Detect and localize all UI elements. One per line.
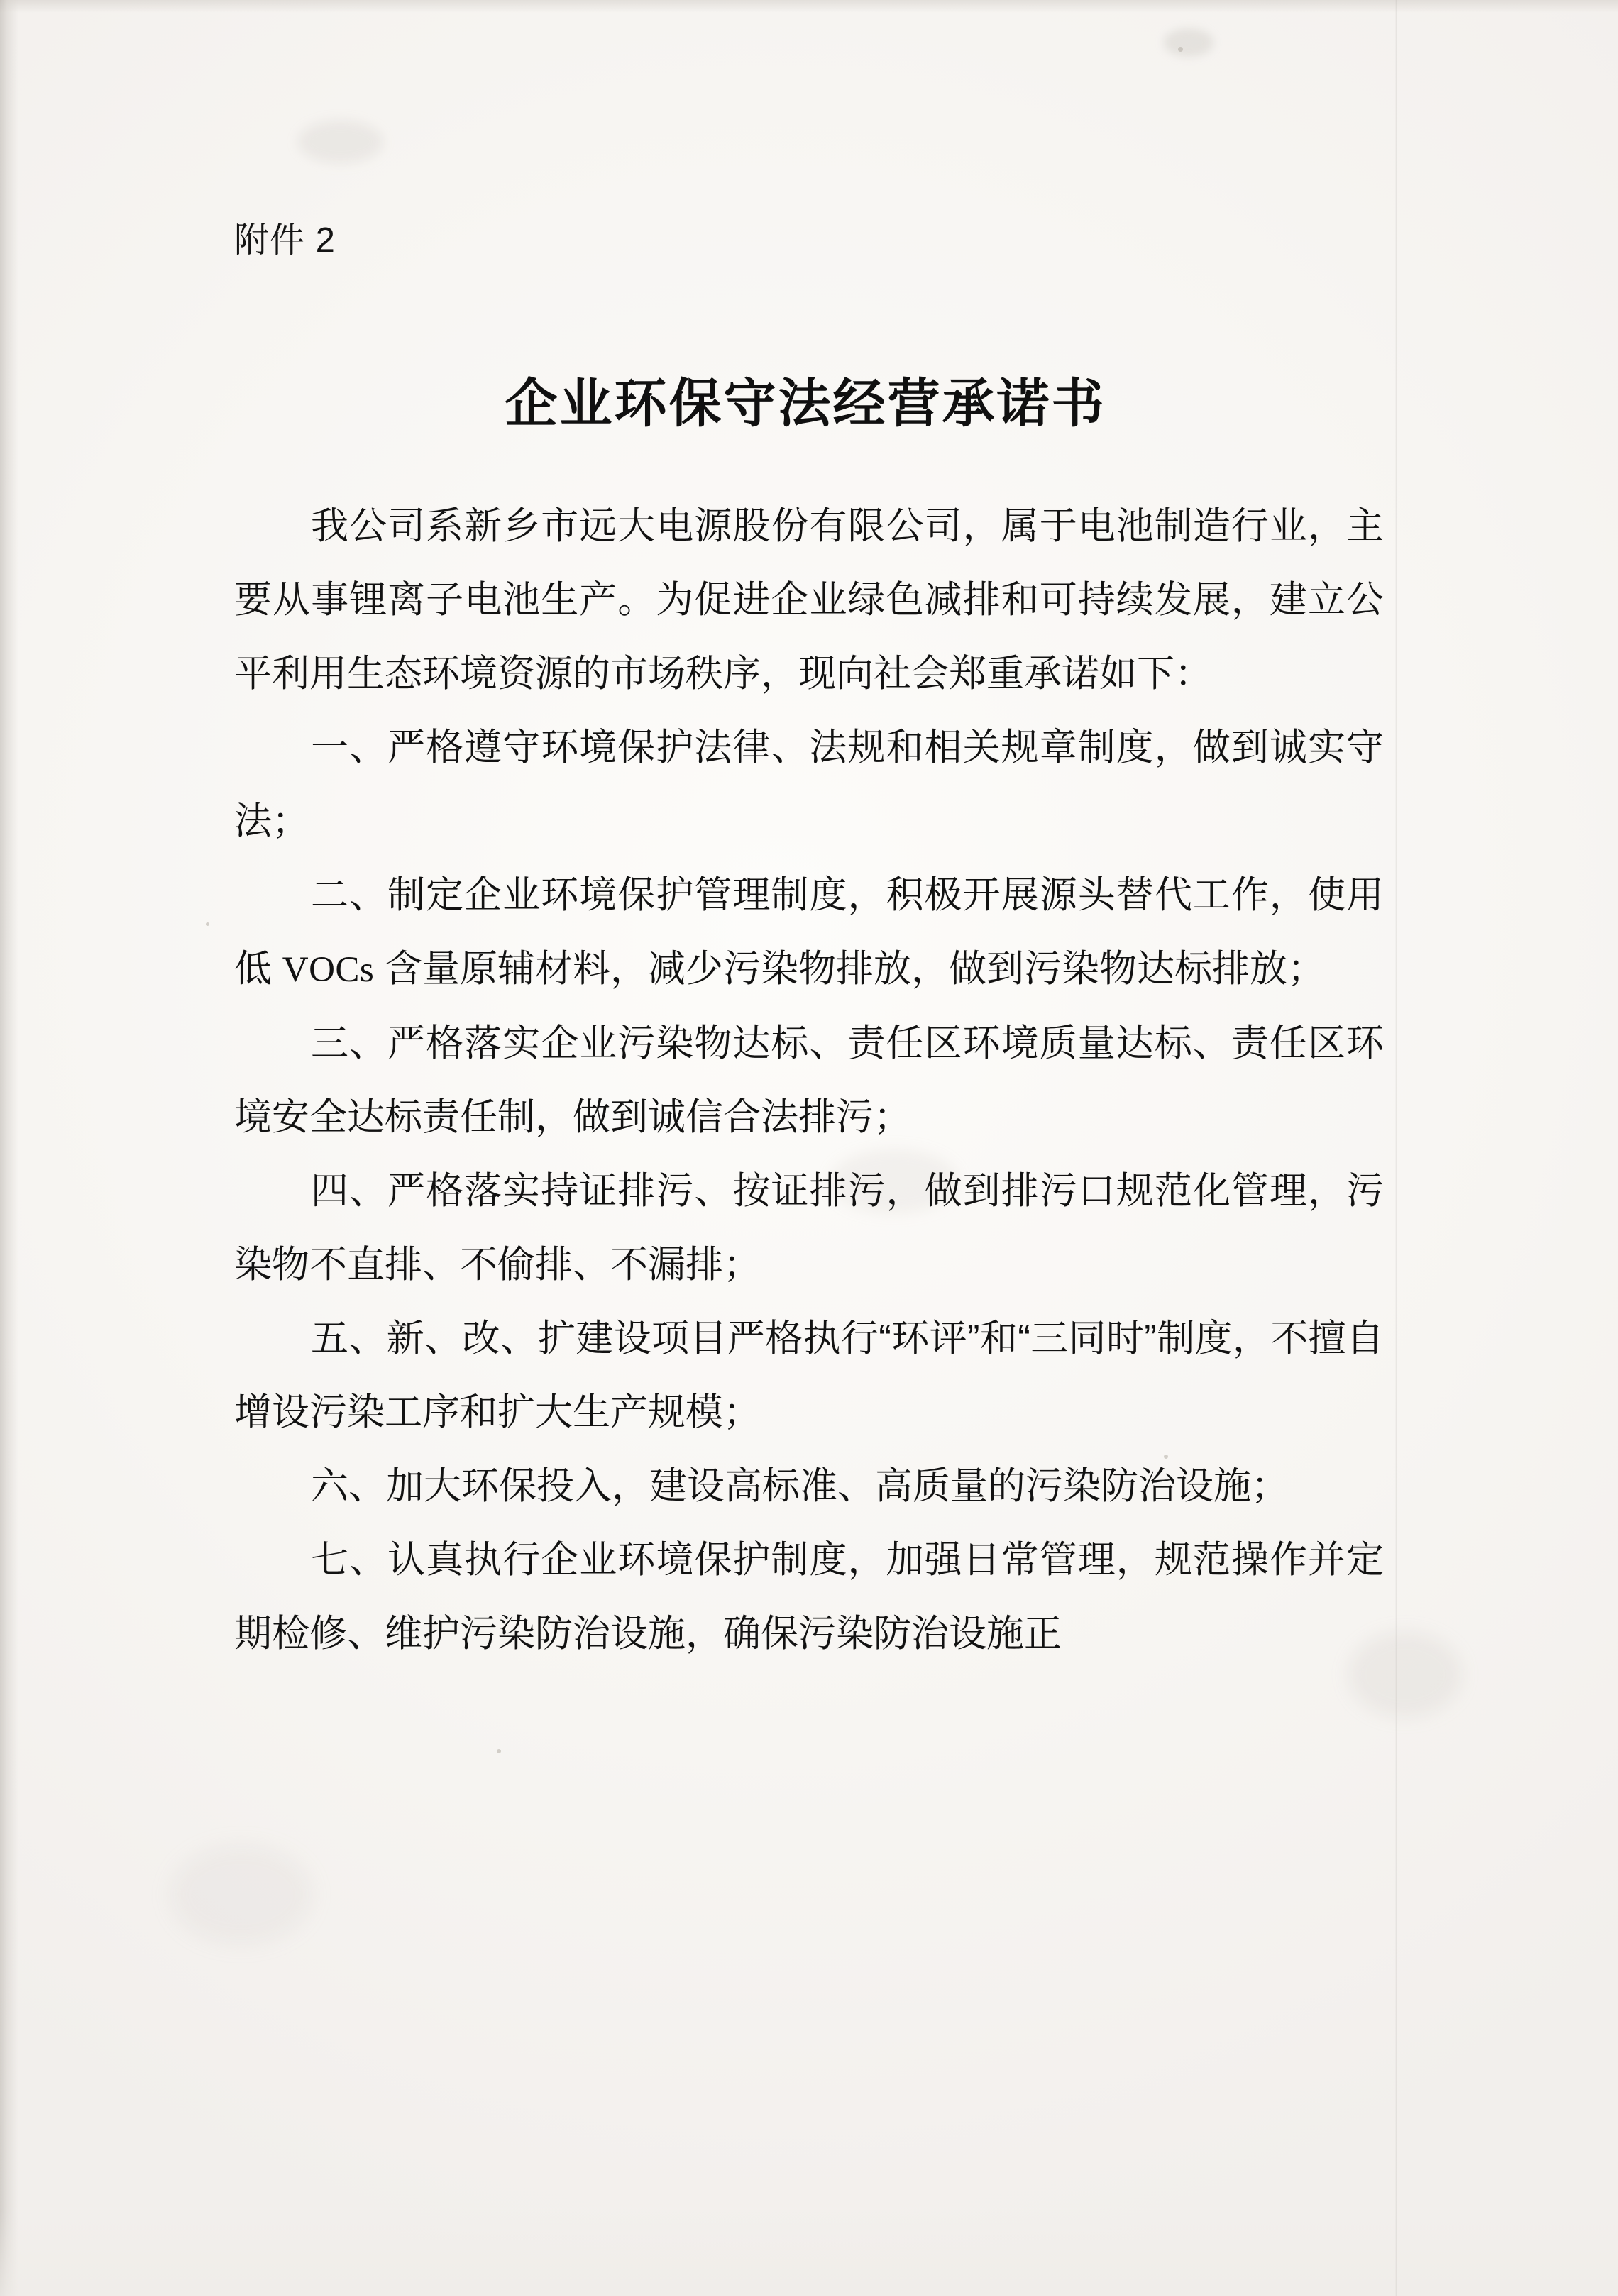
paragraph-item-5: 五、新、改、扩建设项目严格执行“环评”和“三同时”制度，不擅自增设污染工序和扩大生产规模； <box>234 1318 1384 1433</box>
paragraph-item-3: 三、严格落实企业污染物达标、责任区环境质量达标、责任区环境安全达标责任制，做到诚信合法排污； <box>234 1022 1384 1138</box>
scan-edge-left <box>0 0 18 2296</box>
scan-speck <box>497 1749 501 1753</box>
scan-blotch <box>1164 28 1214 57</box>
paragraph-item-4: 四、严格落实持证排污、按证排污，做到排污口规范化管理，污染物不直排、不偷排、不漏排； <box>234 1170 1384 1286</box>
paper-fold-line <box>1395 0 1397 2296</box>
paragraph-item-2: 二、制定企业环境保护管理制度，积极开展源头替代工作，使用低 VOCs 含量原辅材料，减少污染物排放，做到污染物达标排放； <box>234 874 1384 990</box>
paragraph-item-7: 七、认真执行企业环境保护制度，加强日常管理，规范操作并定期检修、维护污染防治设施，确保污染防治设施正 <box>234 1539 1384 1655</box>
scan-speck <box>1178 47 1183 52</box>
paragraph-intro: 我公司系新乡市远大电源股份有限公司，属于电池制造行业，主要从事锂离子电池生产。为促进企业绿色减排和可持续发展，建立公平利用生态环境资源的市场秩序，现向社会郑重承诺如下： <box>234 505 1384 695</box>
scan-blotch <box>298 121 383 163</box>
attachment-label: 附件 2 <box>234 221 336 260</box>
scan-speck <box>206 922 209 926</box>
page-title: 企业环保守法经营承诺书 <box>505 374 1106 433</box>
paragraph-item-6: 六、加大环保投入，建设高标准、高质量的污染防治设施； <box>311 1465 1289 1507</box>
scan-blotch <box>170 1845 312 1944</box>
document-body <box>234 490 1384 1671</box>
paragraph-item-1: 一、严格遵守环境保护法律、法规和相关规章制度，做到诚实守法； <box>234 727 1384 842</box>
scan-edge-top <box>0 0 1618 13</box>
scan-edge-bottom <box>0 2211 1618 2296</box>
